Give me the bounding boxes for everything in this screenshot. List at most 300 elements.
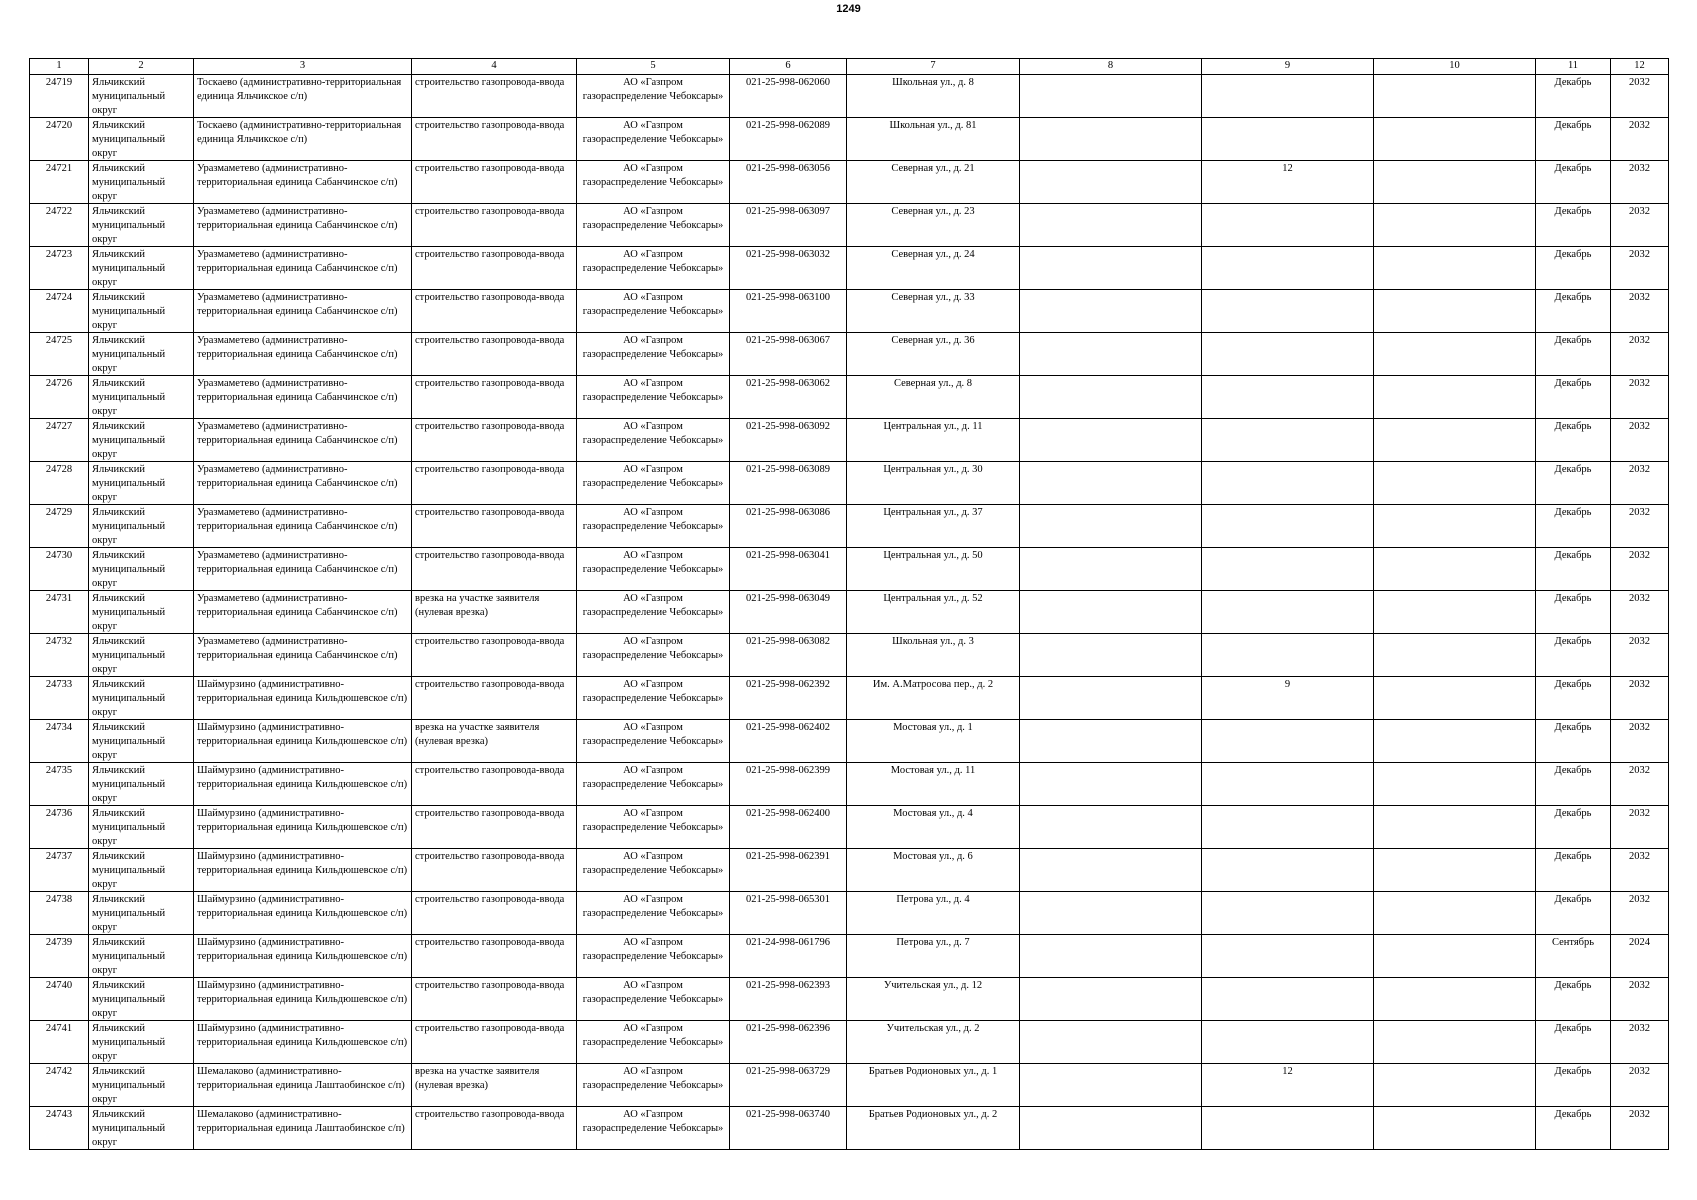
application-code-cell	[730, 247, 847, 290]
application-code-cell-text: 021-25-998-063049	[746, 593, 830, 604]
table-row	[30, 247, 1669, 290]
locality-cell	[194, 892, 412, 935]
application-code-cell	[730, 75, 847, 118]
address-cell-text: Школьная ул., д. 81	[889, 120, 977, 131]
work-type-cell	[412, 247, 577, 290]
row-number-cell	[30, 849, 89, 892]
row-number-cell	[30, 290, 89, 333]
page-number: 1249	[836, 3, 861, 15]
table-row	[30, 1107, 1669, 1150]
table-body	[30, 75, 1669, 1150]
district-cell-text: Яльчикский муниципальный округ	[92, 980, 166, 1019]
locality-cell-text: Уразмаметево (административно-территориальная единица Сабанчинское с/п)	[197, 335, 398, 360]
work-type-cell	[412, 505, 577, 548]
work-type-cell-text: строительство газопровода-ввода	[415, 206, 565, 217]
column-9-cell	[1202, 935, 1374, 978]
locality-cell-text: Уразмаметево (административно-территориальная единица Сабанчинское с/п)	[197, 421, 398, 446]
application-code-cell-text: 021-25-998-063086	[746, 507, 830, 518]
column-8-cell	[1020, 75, 1202, 118]
year-cell	[1611, 806, 1669, 849]
row-number-cell	[30, 1064, 89, 1107]
column-8-cell	[1020, 935, 1202, 978]
address-cell-text: Северная ул., д. 8	[893, 378, 973, 389]
locality-cell-text: Уразмаметево (административно-территориальная единица Сабанчинское с/п)	[197, 163, 398, 188]
table-row	[30, 548, 1669, 591]
organization-cell	[577, 75, 730, 118]
column-9-cell	[1202, 462, 1374, 505]
column-8-cell	[1020, 118, 1202, 161]
row-number-cell-text: 24738	[45, 894, 73, 905]
column-9-cell	[1202, 1107, 1374, 1150]
address-cell	[847, 376, 1020, 419]
year-cell	[1611, 333, 1669, 376]
address-cell-text: Северная ул., д. 23	[891, 206, 975, 217]
address-cell-text: Школьная ул., д. 8	[892, 77, 974, 88]
year-cell-text: 2032	[1629, 206, 1650, 217]
locality-cell	[194, 204, 412, 247]
work-type-cell-text: строительство газопровода-ввода	[415, 550, 565, 561]
application-code-cell-text: 021-25-998-063062	[746, 378, 830, 389]
application-code-cell-text: 021-25-998-062392	[746, 679, 830, 690]
address-cell	[847, 462, 1020, 505]
district-cell	[89, 763, 194, 806]
month-cell-text: Декабрь	[1554, 77, 1592, 88]
column-10-cell	[1374, 1064, 1536, 1107]
year-cell	[1611, 376, 1669, 419]
month-cell	[1536, 161, 1611, 204]
column-10-cell	[1374, 849, 1536, 892]
month-cell-text: Декабрь	[1554, 808, 1592, 819]
column-10-cell	[1374, 806, 1536, 849]
organization-cell	[577, 290, 730, 333]
column-8-cell	[1020, 204, 1202, 247]
organization-cell-text: АО «Газпром газораспределение Чебоксары»	[582, 937, 724, 962]
table-row	[30, 419, 1669, 462]
column-9-cell	[1202, 1021, 1374, 1064]
district-cell-text: Яльчикский муниципальный округ	[92, 1109, 166, 1148]
address-cell-text: Учительская ул., д. 12	[883, 980, 983, 991]
column-10-cell	[1374, 548, 1536, 591]
row-number-cell-text: 24730	[45, 550, 73, 561]
locality-cell-text: Шаймурзино (административно-территориальная единица Кильдюшевское с/п)	[197, 980, 408, 1005]
application-code-cell	[730, 333, 847, 376]
work-type-cell-text: строительство газопровода-ввода	[415, 163, 565, 174]
column-8-cell	[1020, 333, 1202, 376]
application-code-cell	[730, 1021, 847, 1064]
column-8-cell	[1020, 247, 1202, 290]
work-type-cell	[412, 75, 577, 118]
year-cell-text: 2032	[1629, 593, 1650, 604]
application-code-cell	[730, 118, 847, 161]
column-9-cell	[1202, 978, 1374, 1021]
application-code-cell	[730, 892, 847, 935]
work-type-cell-text: строительство газопровода-ввода	[415, 120, 565, 131]
work-type-cell-text: строительство газопровода-ввода	[415, 378, 565, 389]
column-9-cell	[1202, 548, 1374, 591]
work-type-cell-text: врезка на участке заявителя (нулевая врезка)	[415, 593, 540, 618]
work-type-cell	[412, 118, 577, 161]
column-8-cell	[1020, 763, 1202, 806]
organization-cell-text: АО «Газпром газораспределение Чебоксары»	[582, 77, 724, 102]
address-cell-text: Северная ул., д. 21	[891, 163, 975, 174]
address-cell-text: Северная ул., д. 24	[891, 249, 975, 260]
column-10-cell	[1374, 763, 1536, 806]
column-header: 3	[194, 59, 412, 75]
locality-cell-text: Тоскаево (административно-территориальная единица Яльчикское с/п)	[197, 77, 402, 102]
work-type-cell	[412, 849, 577, 892]
locality-cell-text: Шаймурзино (административно-территориальная единица Кильдюшевское с/п)	[197, 851, 408, 876]
work-type-cell-text: строительство газопровода-ввода	[415, 980, 565, 991]
column-10-cell	[1374, 720, 1536, 763]
organization-cell-text: АО «Газпром газораспределение Чебоксары»	[582, 722, 724, 747]
year-cell	[1611, 290, 1669, 333]
application-code-cell-text: 021-25-998-062400	[746, 808, 830, 819]
organization-cell	[577, 849, 730, 892]
locality-cell	[194, 462, 412, 505]
application-code-cell-text: 021-25-998-063100	[746, 292, 830, 303]
district-cell	[89, 591, 194, 634]
column-10-cell	[1374, 376, 1536, 419]
column-10-cell	[1374, 161, 1536, 204]
application-code-cell-text: 021-25-998-063056	[746, 163, 830, 174]
work-type-cell-text: строительство газопровода-ввода	[415, 421, 565, 432]
work-type-cell-text: строительство газопровода-ввода	[415, 808, 565, 819]
application-code-cell	[730, 419, 847, 462]
column-8-cell	[1020, 419, 1202, 462]
district-cell-text: Яльчикский муниципальный округ	[92, 421, 166, 460]
row-number-cell-text: 24737	[45, 851, 73, 862]
month-cell-text: Декабрь	[1554, 1109, 1592, 1120]
application-code-cell	[730, 634, 847, 677]
row-number-cell-text: 24727	[45, 421, 73, 432]
organization-cell-text: АО «Газпром газораспределение Чебоксары»	[582, 464, 724, 489]
work-type-cell-text: строительство газопровода-ввода	[415, 464, 565, 475]
district-cell-text: Яльчикский муниципальный округ	[92, 722, 166, 761]
month-cell-text: Декабрь	[1554, 507, 1592, 518]
column-10-cell	[1374, 1107, 1536, 1150]
column-9-cell-text: 12	[1282, 163, 1293, 174]
district-cell	[89, 118, 194, 161]
application-code-cell-text: 021-25-998-062089	[746, 120, 830, 131]
year-cell	[1611, 247, 1669, 290]
row-number-cell	[30, 892, 89, 935]
work-type-cell	[412, 677, 577, 720]
address-cell-text: Братьев Родионовых ул., д. 2	[868, 1109, 998, 1120]
column-8-cell	[1020, 548, 1202, 591]
column-10-cell	[1374, 290, 1536, 333]
month-cell	[1536, 806, 1611, 849]
year-cell-text: 2032	[1629, 163, 1650, 174]
work-type-cell	[412, 634, 577, 677]
application-code-cell	[730, 591, 847, 634]
locality-cell-text: Шаймурзино (административно-территориальная единица Кильдюшевское с/п)	[197, 1023, 408, 1048]
table-row	[30, 376, 1669, 419]
work-type-cell-text: строительство газопровода-ввода	[415, 77, 565, 88]
year-cell	[1611, 118, 1669, 161]
address-cell	[847, 333, 1020, 376]
district-cell-text: Яльчикский муниципальный округ	[92, 249, 166, 288]
column-10-cell	[1374, 204, 1536, 247]
table-row	[30, 204, 1669, 247]
application-code-cell	[730, 376, 847, 419]
month-cell-text: Декабрь	[1554, 249, 1592, 260]
row-number-cell	[30, 118, 89, 161]
column-9-cell	[1202, 1064, 1374, 1107]
year-cell-text: 2032	[1629, 765, 1650, 776]
month-cell	[1536, 935, 1611, 978]
work-type-cell	[412, 978, 577, 1021]
application-code-cell-text: 021-25-998-063067	[746, 335, 830, 346]
row-number-cell	[30, 1021, 89, 1064]
table-row	[30, 118, 1669, 161]
year-cell	[1611, 935, 1669, 978]
month-cell	[1536, 333, 1611, 376]
month-cell-text: Декабрь	[1554, 765, 1592, 776]
district-cell	[89, 634, 194, 677]
row-number-cell	[30, 505, 89, 548]
work-type-cell	[412, 720, 577, 763]
column-10-cell	[1374, 634, 1536, 677]
district-cell-text: Яльчикский муниципальный округ	[92, 378, 166, 417]
address-cell	[847, 419, 1020, 462]
month-cell	[1536, 376, 1611, 419]
year-cell-text: 2032	[1629, 77, 1650, 88]
locality-cell	[194, 1064, 412, 1107]
locality-cell	[194, 677, 412, 720]
address-cell-text: Им. А.Матросова пер., д. 2	[872, 679, 994, 690]
locality-cell-text: Уразмаметево (административно-территориальная единица Сабанчинское с/п)	[197, 249, 398, 274]
table-row	[30, 806, 1669, 849]
year-cell-text: 2032	[1629, 851, 1650, 862]
locality-cell	[194, 634, 412, 677]
row-number-cell	[30, 204, 89, 247]
table-row	[30, 1064, 1669, 1107]
organization-cell	[577, 978, 730, 1021]
district-cell-text: Яльчикский муниципальный округ	[92, 808, 166, 847]
district-cell	[89, 419, 194, 462]
column-header: 11	[1536, 59, 1611, 75]
district-cell-text: Яльчикский муниципальный округ	[92, 851, 166, 890]
district-cell-text: Яльчикский муниципальный округ	[92, 1023, 166, 1062]
application-code-cell-text: 021-25-998-063032	[746, 249, 830, 260]
column-8-cell	[1020, 376, 1202, 419]
month-cell-text: Декабрь	[1554, 292, 1592, 303]
application-code-cell	[730, 806, 847, 849]
table-row	[30, 935, 1669, 978]
work-type-cell-text: врезка на участке заявителя (нулевая врезка)	[415, 722, 540, 747]
work-type-cell	[412, 1107, 577, 1150]
locality-cell	[194, 118, 412, 161]
locality-cell	[194, 935, 412, 978]
year-cell-text: 2032	[1629, 335, 1650, 346]
application-code-cell	[730, 548, 847, 591]
application-code-cell-text: 021-25-998-062393	[746, 980, 830, 991]
organization-cell	[577, 161, 730, 204]
year-cell	[1611, 419, 1669, 462]
district-cell	[89, 935, 194, 978]
address-cell-text: Центральная ул., д. 37	[883, 507, 983, 518]
locality-cell-text: Уразмаметево (административно-территориальная единица Сабанчинское с/п)	[197, 507, 398, 532]
row-number-cell	[30, 419, 89, 462]
district-cell	[89, 376, 194, 419]
year-cell	[1611, 849, 1669, 892]
table-row	[30, 462, 1669, 505]
application-code-cell	[730, 677, 847, 720]
year-cell	[1611, 1107, 1669, 1150]
table-row	[30, 1021, 1669, 1064]
month-cell-text: Декабрь	[1554, 980, 1592, 991]
application-code-cell-text: 021-25-998-063729	[746, 1066, 830, 1077]
work-type-cell	[412, 1064, 577, 1107]
locality-cell-text: Шаймурзино (административно-территориальная единица Кильдюшевское с/п)	[197, 894, 408, 919]
row-number-cell	[30, 548, 89, 591]
work-type-cell	[412, 204, 577, 247]
column-10-cell	[1374, 978, 1536, 1021]
year-cell	[1611, 161, 1669, 204]
work-type-cell	[412, 763, 577, 806]
district-cell	[89, 806, 194, 849]
organization-cell	[577, 548, 730, 591]
district-cell	[89, 505, 194, 548]
column-9-cell	[1202, 247, 1374, 290]
row-number-cell-text: 24726	[45, 378, 73, 389]
organization-cell-text: АО «Газпром газораспределение Чебоксары»	[582, 593, 724, 618]
row-number-cell-text: 24735	[45, 765, 73, 776]
month-cell	[1536, 677, 1611, 720]
month-cell	[1536, 290, 1611, 333]
locality-cell	[194, 591, 412, 634]
locality-cell	[194, 720, 412, 763]
year-cell	[1611, 548, 1669, 591]
row-number-cell-text: 24734	[45, 722, 73, 733]
address-cell-text: Мостовая ул., д. 4	[893, 808, 973, 819]
application-code-cell-text: 021-25-998-063089	[746, 464, 830, 475]
organization-cell-text: АО «Газпром газораспределение Чебоксары»	[582, 163, 724, 188]
district-cell	[89, 849, 194, 892]
address-cell-text: Северная ул., д. 33	[891, 292, 975, 303]
year-cell	[1611, 978, 1669, 1021]
locality-cell-text: Уразмаметево (административно-территориальная единица Сабанчинское с/п)	[197, 636, 398, 661]
organization-cell	[577, 1064, 730, 1107]
address-cell	[847, 634, 1020, 677]
organization-cell-text: АО «Газпром газораспределение Чебоксары»	[582, 808, 724, 833]
work-type-cell-text: врезка на участке заявителя (нулевая врезка)	[415, 1066, 540, 1091]
table-row	[30, 849, 1669, 892]
column-header: 10	[1374, 59, 1536, 75]
organization-cell-text: АО «Газпром газораспределение Чебоксары»	[582, 550, 724, 575]
locality-cell	[194, 247, 412, 290]
table-row	[30, 978, 1669, 1021]
column-9-cell	[1202, 634, 1374, 677]
row-number-cell	[30, 247, 89, 290]
locality-cell	[194, 376, 412, 419]
organization-cell	[577, 376, 730, 419]
month-cell	[1536, 720, 1611, 763]
organization-cell-text: АО «Газпром газораспределение Чебоксары»	[582, 378, 724, 403]
month-cell	[1536, 548, 1611, 591]
organization-cell	[577, 419, 730, 462]
column-8-cell	[1020, 806, 1202, 849]
column-9-cell-text: 9	[1284, 679, 1291, 690]
month-cell	[1536, 118, 1611, 161]
month-cell	[1536, 892, 1611, 935]
locality-cell	[194, 548, 412, 591]
district-cell-text: Яльчикский муниципальный округ	[92, 636, 166, 675]
organization-cell-text: АО «Газпром газораспределение Чебоксары»	[582, 292, 724, 317]
column-9-cell	[1202, 118, 1374, 161]
column-9-cell	[1202, 333, 1374, 376]
table-row	[30, 763, 1669, 806]
district-cell-text: Яльчикский муниципальный округ	[92, 77, 166, 116]
locality-cell	[194, 978, 412, 1021]
locality-cell-text: Тоскаево (административно-территориальная единица Яльчикское с/п)	[197, 120, 402, 145]
column-9-cell	[1202, 806, 1374, 849]
work-type-cell-text: строительство газопровода-ввода	[415, 507, 565, 518]
locality-cell-text: Уразмаметево (административно-территориальная единица Сабанчинское с/п)	[197, 593, 398, 618]
month-cell	[1536, 1064, 1611, 1107]
month-cell	[1536, 634, 1611, 677]
address-cell	[847, 161, 1020, 204]
year-cell	[1611, 1021, 1669, 1064]
month-cell-text: Декабрь	[1554, 206, 1592, 217]
month-cell-text: Сентябрь	[1551, 937, 1595, 948]
month-cell-text: Декабрь	[1554, 1023, 1592, 1034]
address-cell	[847, 118, 1020, 161]
year-cell	[1611, 720, 1669, 763]
month-cell-text: Декабрь	[1554, 550, 1592, 561]
address-cell	[847, 548, 1020, 591]
organization-cell-text: АО «Газпром газораспределение Чебоксары»	[582, 335, 724, 360]
organization-cell-text: АО «Газпром газораспределение Чебоксары»	[582, 1066, 724, 1091]
row-number-cell	[30, 75, 89, 118]
month-cell-text: Декабрь	[1554, 851, 1592, 862]
address-cell	[847, 1021, 1020, 1064]
locality-cell	[194, 1021, 412, 1064]
organization-cell-text: АО «Газпром газораспределение Чебоксары»	[582, 980, 724, 1005]
work-type-cell	[412, 161, 577, 204]
work-type-cell	[412, 548, 577, 591]
organization-cell	[577, 935, 730, 978]
row-number-cell	[30, 161, 89, 204]
locality-cell	[194, 290, 412, 333]
month-cell-text: Декабрь	[1554, 593, 1592, 604]
organization-cell	[577, 806, 730, 849]
locality-cell-text: Шемалаково (административно-территориальная единица Лаштаобинское с/п)	[197, 1066, 405, 1091]
month-cell	[1536, 849, 1611, 892]
column-9-cell	[1202, 75, 1374, 118]
address-cell-text: Центральная ул., д. 11	[883, 421, 983, 432]
locality-cell-text: Уразмаметево (административно-территориальная единица Сабанчинское с/п)	[197, 464, 398, 489]
locality-cell-text: Шаймурзино (административно-территориальная единица Кильдюшевское с/п)	[197, 722, 408, 747]
locality-cell-text: Уразмаметево (административно-территориальная единица Сабанчинское с/п)	[197, 378, 398, 403]
organization-cell	[577, 247, 730, 290]
column-10-cell	[1374, 247, 1536, 290]
row-number-cell-text: 24723	[45, 249, 73, 260]
column-header: 9	[1202, 59, 1374, 75]
district-cell	[89, 462, 194, 505]
table-row	[30, 677, 1669, 720]
locality-cell-text: Шаймурзино (административно-территориальная единица Кильдюшевское с/п)	[197, 937, 408, 962]
organization-cell	[577, 505, 730, 548]
table-row	[30, 892, 1669, 935]
district-cell	[89, 1021, 194, 1064]
row-number-cell-text: 24732	[45, 636, 73, 647]
locality-cell	[194, 806, 412, 849]
year-cell-text: 2024	[1629, 937, 1650, 948]
address-cell-text: Мостовая ул., д. 1	[893, 722, 973, 733]
month-cell	[1536, 247, 1611, 290]
organization-cell-text: АО «Газпром газораспределение Чебоксары»	[582, 1109, 724, 1134]
